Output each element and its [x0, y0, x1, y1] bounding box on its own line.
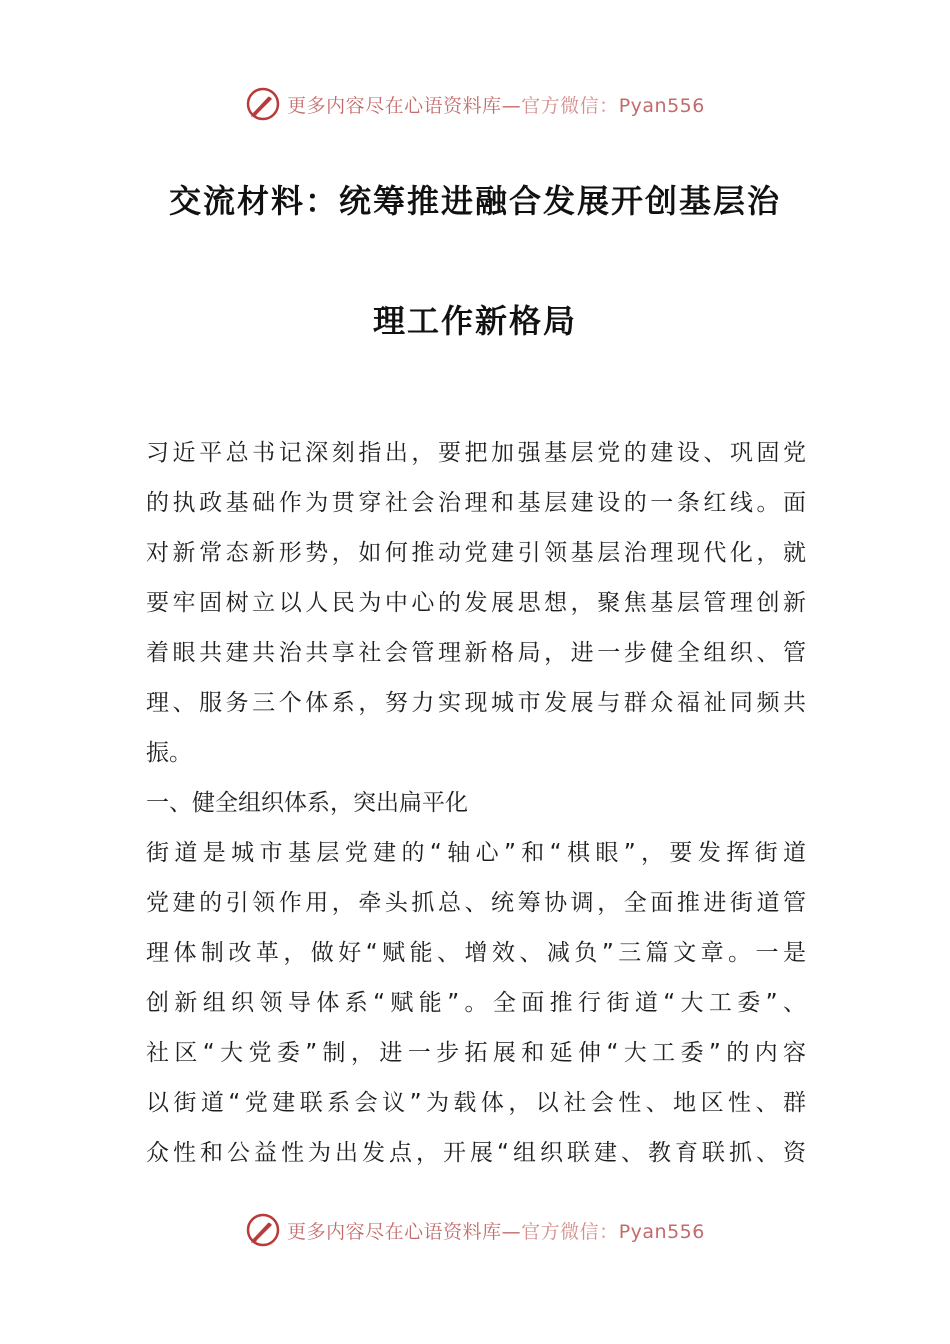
- body-line: 以街道“党建联系会议”为载体，以社会性、地区性、群: [146, 1090, 806, 1116]
- body-line: 着眼共建共治共享社会管理新格局，进一步健全组织、管: [146, 640, 806, 666]
- watermark-text: [287, 91, 705, 118]
- body-line: 振。: [146, 740, 192, 766]
- watermark-separator: —: [501, 1220, 522, 1243]
- body-line: 创新组织领导体系“赋能”。全面推行街道“大工委”、: [146, 990, 806, 1016]
- document-title-line1: 交流材料：统筹推进融合发展开创基层治: [168, 182, 781, 220]
- watermark-main: 更多内容尽在心语资料库: [287, 1220, 502, 1243]
- watermark-account: Pyan556: [618, 94, 705, 117]
- section-heading: 一、健全组织体系，突出扁平化: [146, 790, 468, 816]
- watermark-account: Pyan556: [618, 1220, 705, 1243]
- document-title-line2: 理工作新格局: [372, 302, 577, 340]
- body-line: 街道是城市基层党建的“轴心”和“棋眼”，要发挥街道: [146, 840, 806, 866]
- body-line: 对新常态新形势，如何推动党建引领基层治理现代化，就: [146, 540, 806, 566]
- watermark-wechat-label: 官方微信：: [521, 1220, 619, 1243]
- watermark-text: [287, 1217, 705, 1244]
- watermark-main: 更多内容尽在心语资料库: [287, 94, 502, 117]
- watermark-wechat-label: 官方微信：: [521, 94, 619, 117]
- body-line: 理体制改革，做好“赋能、增效、减负”三篇文章。一是: [146, 940, 806, 966]
- document-body: [146, 428, 806, 1178]
- body-line: 习近平总书记深刻指出，要把加强基层党的建设、巩固党: [146, 440, 806, 466]
- body-line: 众性和公益性为出发点，开展“组织联建、教育联抓、资: [146, 1140, 806, 1166]
- watermark-header: [0, 84, 950, 124]
- body-line: 党建的引领作用，牵头抓总、统筹协调，全面推进街道管: [146, 890, 806, 916]
- body-line: 理、服务三个体系，努力实现城市发展与群众福祉同频共: [146, 690, 806, 716]
- pen-logo-icon: [245, 1212, 281, 1248]
- pen-logo-icon: [245, 86, 281, 122]
- watermark-separator: —: [501, 94, 522, 117]
- body-line: 要牢固树立以人民为中心的发展思想，聚焦基层管理创新: [146, 590, 806, 616]
- watermark-footer: [0, 1210, 950, 1250]
- body-line: 社区“大党委”制，进一步拓展和延伸“大工委”的内容: [146, 1040, 806, 1066]
- body-line: 的执政基础作为贯穿社会治理和基层建设的一条红线。面: [146, 490, 806, 516]
